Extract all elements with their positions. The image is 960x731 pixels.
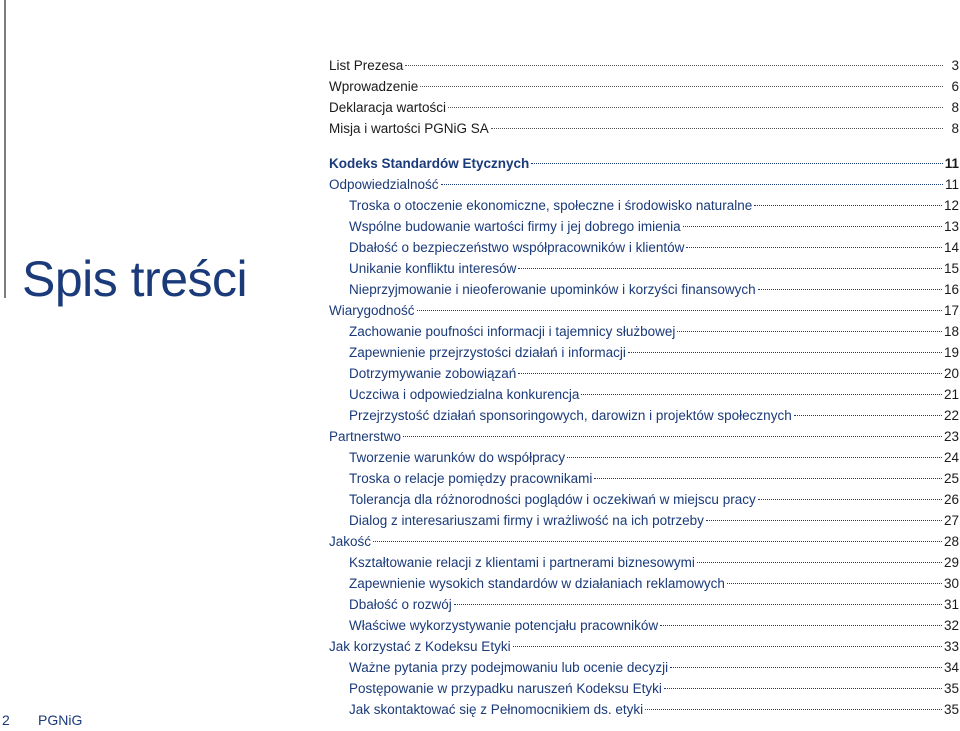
- toc-entry-label: Odpowiedzialność: [329, 177, 439, 192]
- toc-entry-label: Tolerancja dla różnorodności poglądów i oczekiwań w miejscu pracy: [349, 492, 756, 507]
- toc-entry[interactable]: [329, 177, 959, 198]
- toc-entry-page: 35: [943, 681, 959, 696]
- toc-leader-dots: [417, 309, 942, 311]
- toc-entry[interactable]: [329, 513, 959, 534]
- brand-name: PGNiG: [38, 712, 83, 728]
- toc-leader-dots: [758, 288, 942, 290]
- toc-entry-page: 34: [943, 660, 959, 675]
- toc-entry-page: 20: [943, 366, 959, 381]
- page-title: Spis treści: [22, 251, 248, 307]
- toc-entry[interactable]: [329, 156, 959, 177]
- toc-entry-page: 12: [943, 198, 959, 213]
- toc-leader-dots: [448, 106, 943, 108]
- toc-entry-label: Dbałość o rozwój: [349, 597, 452, 612]
- toc-leader-dots: [373, 540, 942, 542]
- toc-entry[interactable]: [329, 303, 959, 324]
- toc-entry-label: Deklaracja wartości: [329, 100, 447, 115]
- toc-entry[interactable]: [329, 366, 959, 387]
- toc-entry-page: 11: [944, 177, 959, 192]
- toc-leader-dots: [677, 330, 942, 332]
- toc-entry-page: 28: [943, 534, 959, 549]
- toc-entry-label: Zapewnienie wysokich standardów w działaniach reklamowych: [349, 576, 725, 591]
- toc-leader-dots: [441, 183, 943, 185]
- toc-entry-label: List Prezesa: [329, 58, 404, 73]
- toc-leader-dots: [628, 351, 942, 353]
- toc-entry-label: Przejrzystość działań sponsoringowych, darowizn i projektów społecznych: [349, 408, 792, 423]
- toc-entry-label: Postępowanie w przypadku naruszeń Kodeksu Etyki: [349, 681, 662, 696]
- toc-entry-page: 8: [951, 121, 959, 136]
- toc-entry[interactable]: [329, 345, 959, 366]
- toc-entry[interactable]: [329, 681, 959, 702]
- toc-leader-dots: [454, 603, 942, 605]
- side-rule: [4, 0, 6, 298]
- toc-entry-page: 18: [943, 324, 959, 339]
- toc-entry-label: Troska o relacje pomiędzy pracownikami: [349, 471, 593, 486]
- toc-leader-dots: [581, 393, 942, 395]
- toc-entry-page: 31: [943, 597, 959, 612]
- toc-entry[interactable]: [329, 576, 959, 597]
- toc-leader-dots: [594, 477, 942, 479]
- toc-entry-label: Wiarygodność: [329, 303, 415, 318]
- toc-leader-dots: [405, 64, 943, 66]
- toc-entry[interactable]: [329, 471, 959, 492]
- toc-entry-label: Dialog z interesariuszami firmy i wrażliwość na ich potrzeby: [349, 513, 704, 528]
- toc-entry-label: Tworzenie warunków do współpracy: [349, 450, 566, 465]
- toc-entry-label: Zachowanie poufności informacji i tajemnicy służbowej: [349, 324, 676, 339]
- toc-leader-dots: [531, 162, 942, 164]
- toc-leader-dots: [518, 372, 942, 374]
- toc-leader-dots: [513, 645, 942, 647]
- table-of-contents: [329, 58, 959, 723]
- toc-leader-dots: [567, 456, 942, 458]
- toc-entry-page: 13: [943, 219, 959, 234]
- toc-entry[interactable]: [329, 618, 959, 639]
- toc-entry-page: 6: [951, 79, 959, 94]
- toc-entry[interactable]: [329, 282, 959, 303]
- toc-entry-page: 14: [943, 240, 959, 255]
- toc-entry[interactable]: [329, 261, 959, 282]
- toc-entry-label: Ważne pytania przy podejmowaniu lub ocenie decyzji: [349, 660, 669, 675]
- toc-leader-dots: [645, 708, 942, 710]
- toc-entry[interactable]: [329, 597, 959, 618]
- toc-entry-page: 33: [943, 639, 959, 654]
- toc-entry[interactable]: [329, 198, 959, 219]
- toc-entry[interactable]: [329, 429, 959, 450]
- toc-entry[interactable]: [329, 240, 959, 261]
- page-number: 2: [2, 712, 10, 728]
- toc-entry-label: Nieprzyjmowanie i nieoferowanie upominków i korzyści finansowych: [349, 282, 756, 297]
- toc-entry[interactable]: [329, 660, 959, 681]
- toc-entry-page: 21: [943, 387, 959, 402]
- toc-entry-page: 29: [943, 555, 959, 570]
- toc-entry-label: Jak skontaktować się z Pełnomocnikiem ds. etyki: [349, 702, 644, 717]
- toc-leader-dots: [670, 666, 942, 668]
- toc-entry-page: 25: [943, 471, 959, 486]
- toc-entry[interactable]: [329, 58, 959, 79]
- toc-entry-label: Kodeks Standardów Etycznych: [329, 156, 530, 171]
- toc-entry-label: Jak korzystać z Kodeksu Etyki: [329, 639, 511, 654]
- toc-entry[interactable]: [329, 555, 959, 576]
- toc-entry-label: Wprowadzenie: [329, 79, 419, 94]
- toc-entry[interactable]: [329, 492, 959, 513]
- toc-entry-page: 3: [951, 58, 959, 73]
- toc-entry[interactable]: [329, 79, 959, 100]
- toc-entry-page: 26: [943, 492, 959, 507]
- toc-entry-label: Troska o otoczenie ekonomiczne, społeczne i środowisko naturalne: [349, 198, 753, 213]
- toc-entry-label: Dotrzymywanie zobowiązań: [349, 366, 517, 381]
- toc-entry[interactable]: [329, 100, 959, 121]
- toc-entry-label: Partnerstwo: [329, 429, 402, 444]
- toc-entry[interactable]: [329, 534, 959, 555]
- toc-entry-page: 23: [943, 429, 959, 444]
- toc-entry-page: 27: [943, 513, 959, 528]
- toc-entry-page: 8: [951, 100, 959, 115]
- toc-entry[interactable]: [329, 121, 959, 142]
- toc-entry-page: 15: [943, 261, 959, 276]
- toc-entry-label: Uczciwa i odpowiedzialna konkurencja: [349, 387, 580, 402]
- toc-entry[interactable]: [329, 408, 959, 429]
- toc-leader-dots: [727, 582, 942, 584]
- toc-entry[interactable]: [329, 387, 959, 408]
- toc-entry-label: Dbałość o bezpieczeństwo współpracowników i klientów: [349, 240, 685, 255]
- toc-entry[interactable]: [329, 639, 959, 660]
- toc-leader-dots: [491, 127, 943, 129]
- toc-entry[interactable]: [329, 219, 959, 240]
- toc-entry[interactable]: [329, 450, 959, 471]
- toc-leader-dots: [758, 498, 942, 500]
- toc-leader-dots: [403, 435, 942, 437]
- toc-entry-page: 22: [943, 408, 959, 423]
- toc-leader-dots: [754, 204, 942, 206]
- toc-leader-dots: [794, 414, 942, 416]
- toc-entry-label: Unikanie konfliktu interesów: [349, 261, 517, 276]
- toc-entry-label: Właściwe wykorzystywanie potencjału pracowników: [349, 618, 659, 633]
- toc-entry-page: 16: [943, 282, 959, 297]
- toc-entry-label: Wspólne budowanie wartości firmy i jej dobrego imienia: [349, 219, 681, 234]
- toc-entry-label: Kształtowanie relacji z klientami i partnerami biznesowymi: [349, 555, 695, 570]
- toc-leader-dots: [706, 519, 942, 521]
- toc-entry-page: 17: [943, 303, 959, 318]
- toc-entry-page: 24: [943, 450, 959, 465]
- toc-entry-page: 19: [943, 345, 959, 360]
- toc-entry[interactable]: [329, 702, 959, 723]
- toc-entry-label: Jakość: [329, 534, 372, 549]
- toc-entry-page: 30: [943, 576, 959, 591]
- toc-entry-page: 32: [943, 618, 959, 633]
- toc-leader-dots: [683, 225, 942, 227]
- toc-leader-dots: [518, 267, 942, 269]
- toc-entry-page: 35: [943, 702, 959, 717]
- toc-leader-dots: [660, 624, 942, 626]
- toc-leader-dots: [686, 246, 942, 248]
- toc-leader-dots: [697, 561, 942, 563]
- toc-entry-label: Zapewnienie przejrzystości działań i informacji: [349, 345, 626, 360]
- toc-leader-dots: [664, 687, 942, 689]
- toc-leader-dots: [420, 85, 943, 87]
- toc-entry[interactable]: [329, 324, 959, 345]
- toc-entry-page: 11: [944, 156, 959, 171]
- toc-entry-label: Misja i wartości PGNiG SA: [329, 121, 489, 136]
